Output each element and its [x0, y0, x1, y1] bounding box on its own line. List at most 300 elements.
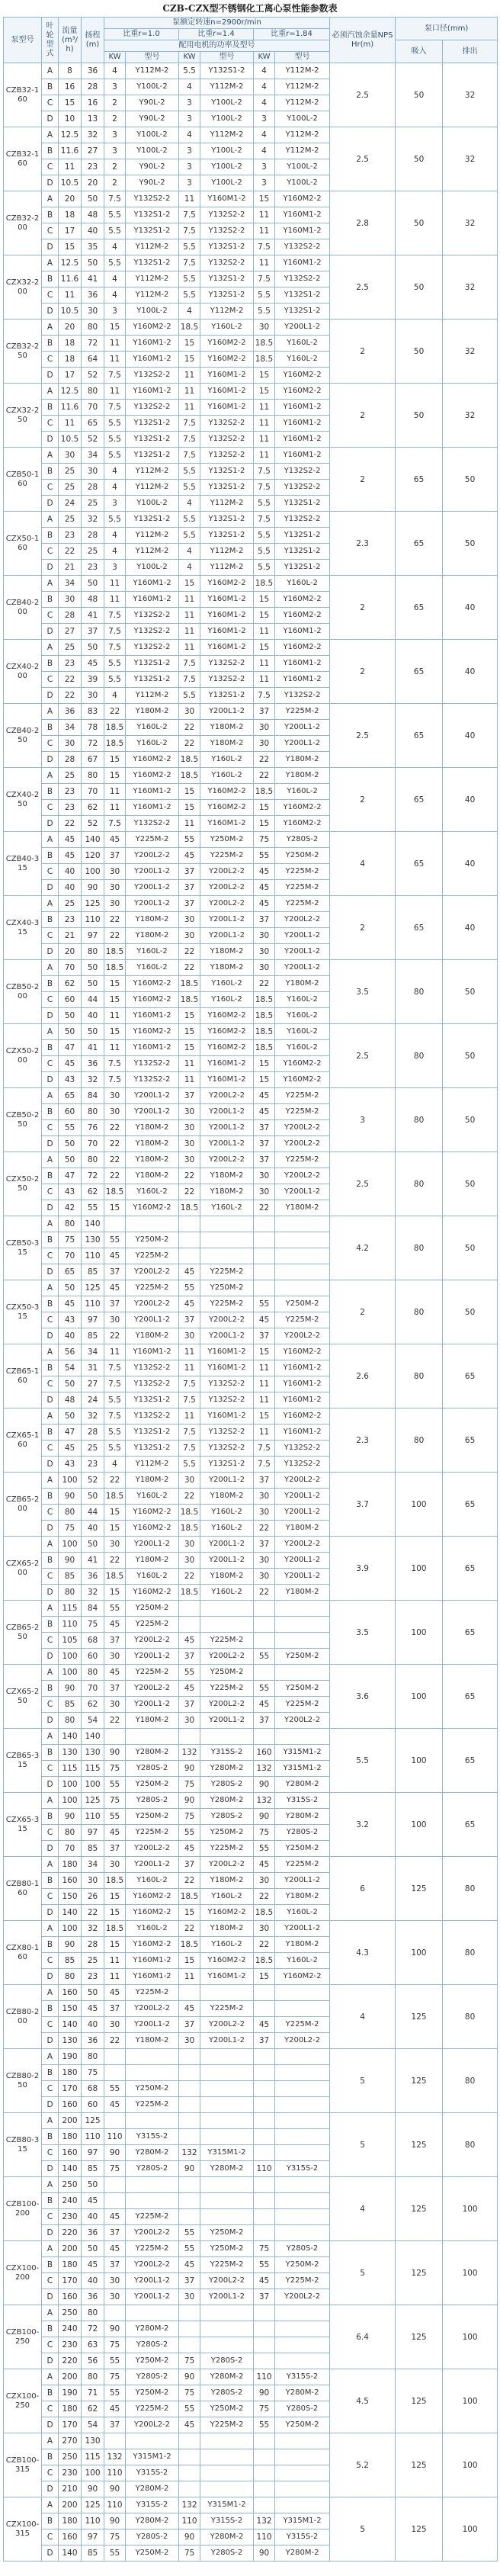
power-sg3 — [254, 2337, 275, 2353]
impeller-type: D — [42, 752, 59, 768]
power-sg3: 132 — [254, 1761, 275, 1777]
impeller-type: B — [42, 1168, 59, 1184]
motor-sg3: Y200L1-2 — [275, 720, 330, 736]
impeller-type: A — [42, 1152, 59, 1168]
head-value: 36 — [82, 1569, 104, 1585]
power-sg3: 30 — [254, 1873, 275, 1889]
motor-sg1: Y200L2-2 — [126, 2257, 179, 2273]
motor-sg3 — [275, 2465, 330, 2481]
motor-sg2: Y132S1-2 — [200, 688, 254, 704]
flow-value: 180 — [59, 2401, 82, 2417]
power-sg2 — [179, 2177, 200, 2193]
flow-value: 250 — [59, 2305, 82, 2321]
power-sg3 — [254, 2433, 275, 2449]
motor-sg1: Y132S2-2 — [126, 368, 179, 384]
impeller-type: D — [42, 688, 59, 704]
flow-value: 150 — [59, 2001, 82, 2017]
power-sg2: 18.5 — [179, 1200, 200, 1216]
motor-sg2: Y200L2-2 — [200, 2017, 254, 2033]
motor-sg3: Y180M-2 — [275, 1521, 330, 1537]
motor-sg1: Y200L1-2 — [126, 1857, 179, 1873]
suction-bore: 100 — [396, 1729, 443, 1793]
npsh-value: 2 — [330, 384, 396, 448]
motor-sg2: Y280S-2 — [200, 1777, 254, 1793]
motor-sg2 — [200, 2449, 254, 2465]
power-sg1: 11 — [104, 576, 126, 592]
motor-sg3: Y132S2-2 — [275, 688, 330, 704]
flow-value: 80 — [59, 1713, 82, 1729]
power-sg1: 22 — [104, 1553, 126, 1569]
motor-sg2 — [200, 2097, 254, 2113]
motor-sg2: Y160M1-2 — [200, 608, 254, 624]
power-sg3: 18.5 — [254, 352, 275, 368]
head-value: 80 — [82, 2369, 104, 2385]
power-sg1: 11 — [104, 352, 126, 368]
power-sg2: 5.5 — [179, 271, 200, 287]
motor-sg1: Y250M-2 — [126, 1777, 179, 1793]
motor-sg2: Y200L1-2 — [200, 1553, 254, 1569]
table-title: CZB-CZX型不锈钢化工离心泵性能参数表 — [162, 3, 338, 14]
head-value: 27 — [82, 1376, 104, 1392]
flow-value: 240 — [59, 2321, 82, 2337]
suction-bore: 65 — [396, 640, 443, 704]
motor-sg3: Y160L-2 — [275, 1040, 330, 1056]
table-row — [4, 1216, 498, 1232]
power-sg2: 11 — [179, 624, 200, 640]
impeller-type: B — [42, 528, 59, 544]
pump-model: CZX65-200 — [4, 1537, 42, 1601]
suction-bore: 65 — [396, 576, 443, 640]
motor-sg3: Y160M1-2 — [275, 432, 330, 448]
head-value: 52 — [82, 816, 104, 832]
motor-sg1: Y160L-2 — [126, 1489, 179, 1505]
head-value: 85 — [82, 1841, 104, 1857]
motor-sg3: Y132S1-2 — [275, 304, 330, 320]
power-sg3: 45 — [254, 896, 275, 912]
motor-sg3: Y225M-2 — [275, 2273, 330, 2289]
motor-sg3: Y160L-2 — [275, 992, 330, 1008]
impeller-type: D — [42, 1392, 59, 1408]
power-sg3: 110 — [254, 2369, 275, 2385]
motor-sg2: Y225M-2 — [200, 2001, 254, 2017]
flow-value: 190 — [59, 2385, 82, 2401]
power-sg2 — [179, 1729, 200, 1745]
motor-sg2: Y132S2-2 — [200, 1441, 254, 1457]
power-sg1: 45 — [104, 2209, 126, 2225]
pump-model: CZB40-315 — [4, 832, 42, 896]
head-value: 30 — [82, 464, 104, 480]
power-sg1: 37 — [104, 2001, 126, 2017]
flow-value: 34 — [59, 576, 82, 592]
power-sg3: 55 — [254, 2257, 275, 2273]
motor-sg2: Y132S2-2 — [200, 1425, 254, 1441]
head-value: 52 — [82, 1473, 104, 1489]
head-value: 130 — [82, 1232, 104, 1248]
flow-value: 43 — [59, 1184, 82, 1200]
motor-sg1: Y160M1-2 — [126, 800, 179, 816]
power-sg3: 18.5 — [254, 1905, 275, 1921]
motor-sg2: Y160M2-2 — [200, 336, 254, 352]
power-sg3: 37 — [254, 1473, 275, 1489]
power-sg3: 75 — [254, 832, 275, 848]
motor-sg2 — [200, 2065, 254, 2081]
motor-sg2: Y132S1-2 — [200, 528, 254, 544]
head-value: 44 — [82, 1505, 104, 1521]
motor-sg2: Y132S2-2 — [200, 1392, 254, 1408]
motor-sg1: Y225M-2 — [126, 2097, 179, 2113]
head-value: 83 — [82, 704, 104, 720]
power-sg1: 18.5 — [104, 1184, 126, 1200]
flow-value: 40 — [59, 1328, 82, 1344]
motor-sg3: Y160M1-2 — [275, 1425, 330, 1441]
motor-sg3: Y160L-2 — [275, 1905, 330, 1921]
power-sg3: 11 — [254, 1425, 275, 1441]
flow-value: 23 — [59, 656, 82, 672]
power-sg1: 37 — [104, 2417, 126, 2433]
table-row — [4, 2049, 498, 2065]
suction-bore: 125 — [396, 1857, 443, 1921]
motor-sg1 — [126, 2305, 179, 2321]
power-sg2 — [179, 1985, 200, 2001]
impeller-type: B — [42, 1232, 59, 1248]
table-row — [4, 1921, 498, 1937]
impeller-type: D — [42, 1905, 59, 1921]
npsh-value: 2.5 — [330, 63, 396, 127]
impeller-type: B — [42, 1296, 59, 1312]
power-sg3: 37 — [254, 1713, 275, 1729]
power-sg1: 2 — [104, 159, 126, 175]
motor-sg3: Y250M-2 — [275, 2257, 330, 2273]
power-sg2: 30 — [179, 704, 200, 720]
power-sg1: 7.5 — [104, 191, 126, 207]
flow-value: 90 — [59, 1489, 82, 1505]
power-sg2: 37 — [179, 880, 200, 896]
power-sg2: 90 — [179, 2369, 200, 2385]
power-sg2: 30 — [179, 2033, 200, 2049]
impeller-type: A — [42, 2241, 59, 2257]
head-value: 140 — [82, 1216, 104, 1232]
flow-value: 30 — [59, 592, 82, 608]
motor-sg1: Y160M2-2 — [126, 768, 179, 784]
motor-sg3 — [275, 2065, 330, 2081]
head-value: 35 — [82, 239, 104, 255]
motor-sg3: Y160M2-2 — [275, 816, 330, 832]
discharge-bore: 50 — [443, 1024, 498, 1088]
motor-sg3: Y180M-2 — [275, 1200, 330, 1216]
power-sg1: 55 — [104, 2081, 126, 2097]
power-sg1: 4 — [104, 528, 126, 544]
motor-sg2: Y160L-2 — [200, 1200, 254, 1216]
impeller-type: B — [42, 1040, 59, 1056]
discharge-bore: 100 — [443, 2305, 498, 2369]
flow-value: 100 — [59, 1473, 82, 1489]
impeller-type: B — [42, 143, 59, 159]
power-sg3 — [254, 2449, 275, 2465]
suction-bore: 100 — [396, 1601, 443, 1665]
impeller-type: C — [42, 800, 59, 816]
power-sg3: 15 — [254, 800, 275, 816]
head-value: 64 — [82, 352, 104, 368]
motor-sg3: Y132S1-2 — [275, 560, 330, 576]
power-sg2 — [179, 2113, 200, 2129]
motor-sg1: Y200L1-2 — [126, 1104, 179, 1120]
flow-value: 28 — [59, 608, 82, 624]
power-sg1: 7.5 — [104, 1376, 126, 1392]
motor-sg2: Y132S1-2 — [200, 1457, 254, 1473]
motor-sg1: Y160M2-2 — [126, 752, 179, 768]
power-sg3: 15 — [254, 368, 275, 384]
header-discharge: 排出 — [443, 40, 498, 63]
power-sg2: 30 — [179, 2289, 200, 2305]
flow-value: 43 — [59, 1312, 82, 1328]
power-sg1: 55 — [104, 2353, 126, 2369]
head-value: 85 — [82, 1264, 104, 1280]
motor-sg2: Y160M1-2 — [200, 400, 254, 416]
flow-value: 115 — [59, 1601, 82, 1617]
motor-sg2: Y160M1-2 — [200, 384, 254, 400]
motor-sg2: Y200L2-2 — [200, 1312, 254, 1328]
motor-sg3: Y132S2-2 — [275, 512, 330, 528]
table-row — [4, 896, 498, 912]
power-sg3: 11 — [254, 207, 275, 223]
power-sg2: 4 — [179, 127, 200, 143]
power-sg2: 30 — [179, 1473, 200, 1489]
power-sg2: 22 — [179, 1921, 200, 1937]
power-sg1: 22 — [104, 1136, 126, 1152]
motor-sg1: Y160L-2 — [126, 960, 179, 976]
suction-bore: 100 — [396, 1793, 443, 1857]
impeller-type: A — [42, 1729, 59, 1745]
head-value: 34 — [82, 448, 104, 464]
flow-value: 200 — [59, 2497, 82, 2513]
motor-sg1: Y112M-2 — [126, 287, 179, 304]
suction-bore: 125 — [396, 2241, 443, 2305]
motor-sg1: Y200L1-2 — [126, 1088, 179, 1104]
discharge-bore: 100 — [443, 2177, 498, 2241]
power-sg1: 15 — [104, 1200, 126, 1216]
motor-sg1: Y225M-2 — [126, 1665, 179, 1681]
power-sg3: 30 — [254, 720, 275, 736]
impeller-type: A — [42, 1280, 59, 1296]
power-sg2: 4 — [179, 79, 200, 95]
motor-sg1: Y200L1-2 — [126, 896, 179, 912]
impeller-type: A — [42, 191, 59, 207]
motor-sg2: Y280S-2 — [200, 2385, 254, 2401]
power-sg3: 22 — [254, 976, 275, 992]
motor-sg3 — [275, 1617, 330, 1633]
impeller-type: A — [42, 2305, 59, 2321]
impeller-type: C — [42, 1312, 59, 1328]
power-sg1: 75 — [104, 2369, 126, 2385]
pump-model: CZX32-250 — [4, 384, 42, 448]
npsh-value: 3.5 — [330, 960, 396, 1024]
motor-sg1: Y132S2-2 — [126, 640, 179, 656]
impeller-type: B — [42, 1104, 59, 1120]
power-sg3: 4 — [254, 63, 275, 79]
motor-sg3 — [275, 2129, 330, 2145]
power-sg3: 18.5 — [254, 1024, 275, 1040]
motor-sg1: Y90L-2 — [126, 95, 179, 111]
discharge-bore: 100 — [443, 2241, 498, 2305]
motor-sg2: Y160M2-2 — [200, 1953, 254, 1969]
power-sg2: 30 — [179, 1553, 200, 1569]
impeller-type: B — [42, 2513, 59, 2529]
flow-value: 54 — [59, 1360, 82, 1376]
discharge-bore: 65 — [443, 1601, 498, 1665]
power-sg3 — [254, 2225, 275, 2241]
discharge-bore: 32 — [443, 63, 498, 127]
power-sg2: 15 — [179, 1953, 200, 1969]
power-sg1 — [104, 2049, 126, 2065]
power-sg2: 11 — [179, 592, 200, 608]
power-sg3: 37 — [254, 1152, 275, 1168]
flow-value: 160 — [59, 1873, 82, 1889]
motor-sg3: Y280S-2 — [275, 2401, 330, 2417]
head-value: 45 — [82, 2257, 104, 2273]
motor-sg2: Y200L1-2 — [200, 1473, 254, 1489]
motor-sg3 — [275, 1985, 330, 2001]
power-sg3: 45 — [254, 2273, 275, 2289]
motor-sg2: Y160L-2 — [200, 768, 254, 784]
discharge-bore: 32 — [443, 191, 498, 255]
impeller-type: A — [42, 1665, 59, 1681]
flow-value: 250 — [59, 2177, 82, 2193]
motor-sg3: Y160M2-2 — [275, 191, 330, 207]
power-sg1: 15 — [104, 1889, 126, 1905]
power-sg1: 55 — [104, 1232, 126, 1248]
power-sg1 — [104, 1216, 126, 1232]
motor-sg1: Y100L-2 — [126, 304, 179, 320]
head-value: 125 — [82, 1280, 104, 1296]
motor-sg2: Y200L1-2 — [200, 1328, 254, 1344]
power-sg3 — [254, 1617, 275, 1633]
power-sg3: 30 — [254, 1921, 275, 1937]
header-flow: 流量(m³/h) — [59, 18, 82, 63]
npsh-value: 5.2 — [330, 2433, 396, 2497]
head-value: 48 — [82, 207, 104, 223]
flow-value: 45 — [59, 1056, 82, 1072]
power-sg2: 7.5 — [179, 1441, 200, 1457]
motor-sg3: Y200L1-2 — [275, 1184, 330, 1200]
power-sg3: 30 — [254, 1505, 275, 1521]
head-value: 70 — [82, 400, 104, 416]
flow-value: 10.5 — [59, 432, 82, 448]
motor-sg2 — [200, 2113, 254, 2129]
motor-sg1: Y160M2-2 — [126, 1521, 179, 1537]
motor-sg3: Y315S-2 — [275, 2369, 330, 2385]
pump-model: CZX80-160 — [4, 1921, 42, 1985]
power-sg1: 90 — [104, 2145, 126, 2161]
power-sg2: 22 — [179, 944, 200, 960]
table-row — [4, 1088, 498, 1104]
suction-bore: 65 — [396, 896, 443, 960]
power-sg1: 2 — [104, 111, 126, 127]
power-sg3: 22 — [254, 1889, 275, 1905]
header-model-2: 型号 — [200, 52, 254, 63]
power-sg3 — [254, 1248, 275, 1264]
flow-value: 90 — [59, 1809, 82, 1825]
power-sg1: 45 — [104, 2401, 126, 2417]
power-sg2: 30 — [179, 1713, 200, 1729]
head-value: 36 — [82, 1056, 104, 1072]
pump-model: CZB80-250 — [4, 2049, 42, 2113]
header-model-1: 型号 — [126, 52, 179, 63]
motor-sg2 — [200, 2337, 254, 2353]
motor-sg1: Y160M1-2 — [126, 1953, 179, 1969]
flow-value: 22 — [59, 816, 82, 832]
suction-bore: 100 — [396, 1921, 443, 1985]
motor-sg3: Y200L2-2 — [275, 1713, 330, 1729]
motor-sg1: Y250M-2 — [126, 1601, 179, 1617]
power-sg3 — [254, 2065, 275, 2081]
npsh-value: 2.5 — [330, 127, 396, 191]
motor-sg3: Y200L1-2 — [275, 1873, 330, 1889]
power-sg1: 11 — [104, 800, 126, 816]
motor-sg1: Y160M2-2 — [126, 1585, 179, 1601]
motor-sg2: Y225M-2 — [200, 1681, 254, 1697]
flow-value: 100 — [59, 1777, 82, 1793]
power-sg2: 90 — [179, 2161, 200, 2177]
impeller-type: D — [42, 1328, 59, 1344]
flow-value: 36 — [59, 704, 82, 720]
power-sg2: 22 — [179, 960, 200, 976]
power-sg1: 37 — [104, 1264, 126, 1280]
motor-sg2: Y160M2-2 — [200, 576, 254, 592]
flow-value: 18 — [59, 336, 82, 352]
table-row — [4, 2369, 498, 2385]
flow-value: 23 — [59, 784, 82, 800]
head-value: 72 — [82, 1168, 104, 1184]
head-value: 50 — [82, 2241, 104, 2257]
flow-value: 25 — [59, 896, 82, 912]
impeller-type: D — [42, 2161, 59, 2177]
motor-sg3: Y100L-2 — [275, 175, 330, 191]
power-sg1: 5.5 — [104, 1441, 126, 1457]
head-value: 34 — [82, 1857, 104, 1873]
impeller-type: D — [42, 1264, 59, 1280]
power-sg2: 18.5 — [179, 768, 200, 784]
npsh-value: 3.6 — [330, 1665, 396, 1729]
power-sg2: 5.5 — [179, 1457, 200, 1473]
motor-sg1: Y132S1-2 — [126, 432, 179, 448]
motor-sg3 — [275, 2449, 330, 2465]
head-value: 56 — [82, 2353, 104, 2369]
npsh-value: 3.5 — [330, 1601, 396, 1665]
motor-sg1: Y180M-2 — [126, 928, 179, 944]
power-sg3 — [254, 2081, 275, 2097]
motor-sg1: Y180M-2 — [126, 1152, 179, 1168]
power-sg2: 15 — [179, 784, 200, 800]
header-motor: 配用电机的功率及型号 — [104, 40, 330, 52]
suction-bore: 50 — [396, 255, 443, 320]
impeller-type: D — [42, 1457, 59, 1473]
power-sg1: 37 — [104, 1296, 126, 1312]
power-sg2: 7.5 — [179, 656, 200, 672]
head-value: 36 — [82, 287, 104, 304]
table-row — [4, 2433, 498, 2449]
power-sg3: 30 — [254, 320, 275, 336]
table-row — [4, 2113, 498, 2129]
power-sg1: 30 — [104, 1697, 126, 1713]
motor-sg1: Y315S-2 — [126, 2465, 179, 2481]
power-sg1: 4 — [104, 239, 126, 255]
head-value: 50 — [82, 2177, 104, 2193]
impeller-type: C — [42, 2081, 59, 2097]
motor-sg3: Y200L2-2 — [275, 1136, 330, 1152]
head-value: 84 — [82, 1601, 104, 1617]
head-value: 36 — [82, 63, 104, 79]
flow-value: 25 — [59, 512, 82, 528]
